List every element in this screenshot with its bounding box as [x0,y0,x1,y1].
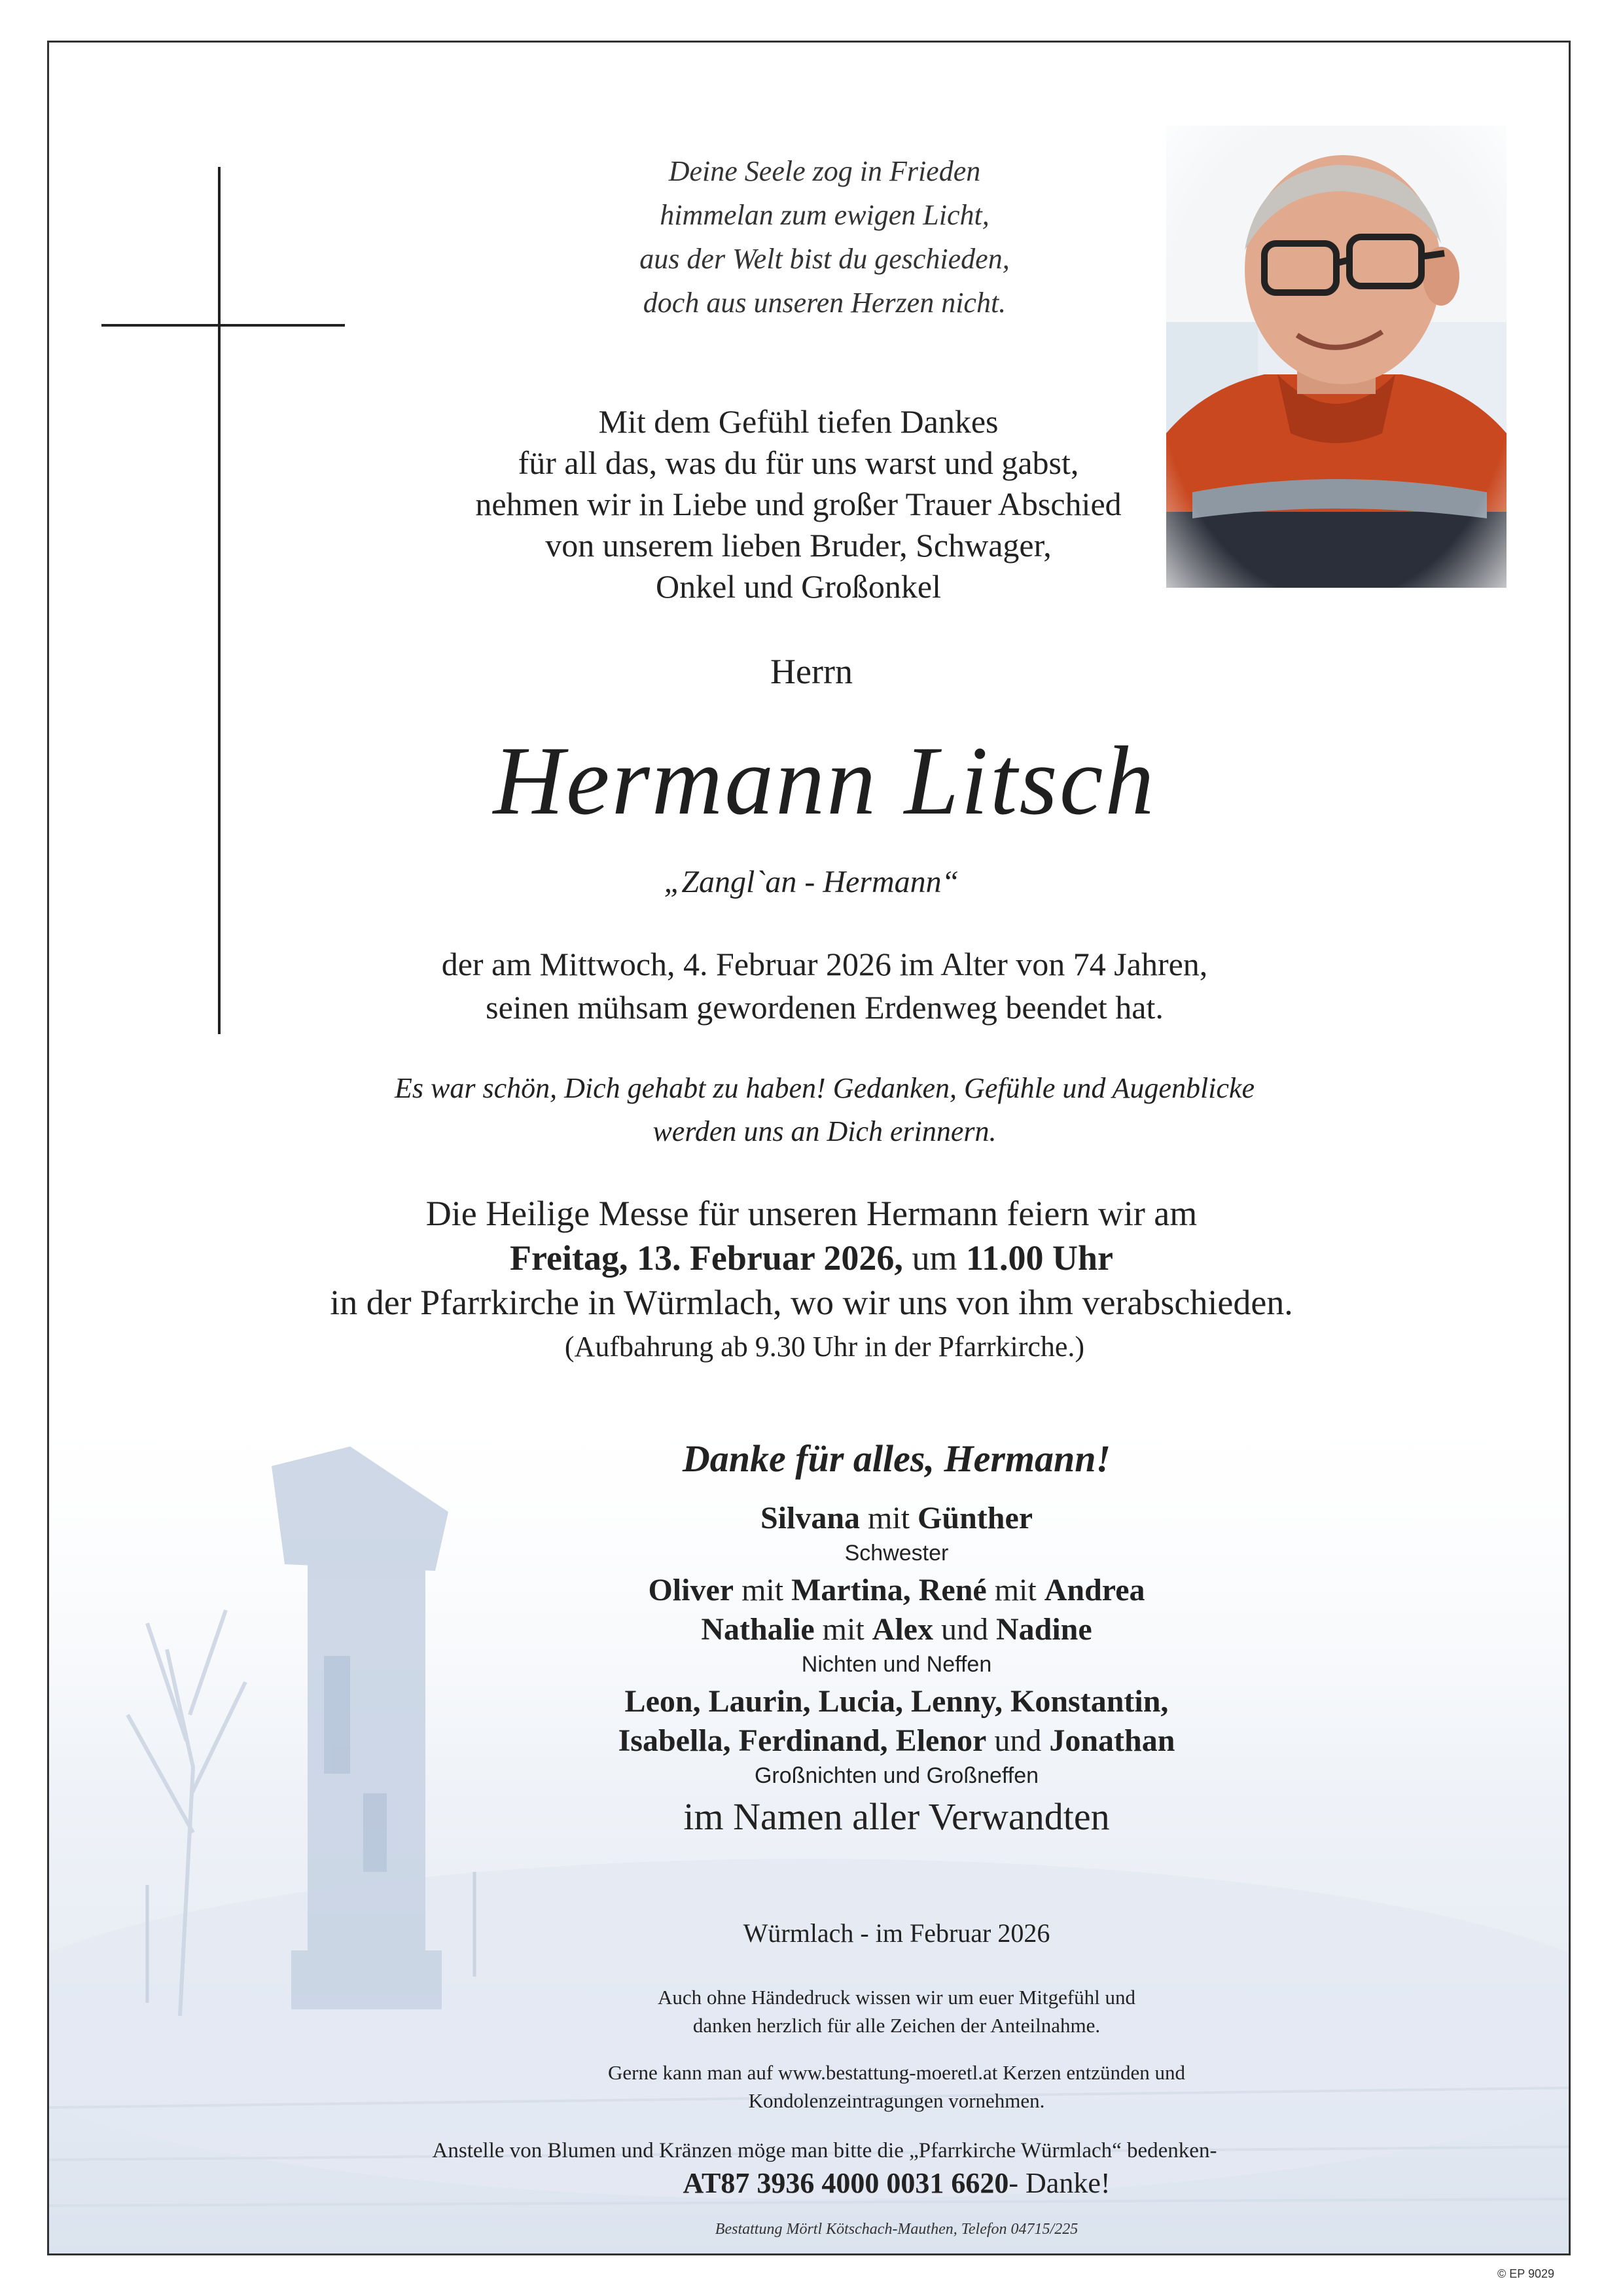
death-line: seinen mühsam gewordenen Erdenweg beendet hat. [486,989,1164,1026]
salutation: Herrn [770,652,853,691]
poem-line: aus der Welt bist du geschieden, [639,243,1010,275]
quote-line: werden uns an Dich erinnern. [652,1115,997,1147]
family-name: Günther [918,1501,1033,1535]
template-code: © EP 9029 [1497,2267,1554,2280]
intro-line: für all das, was du für uns warst und gabst, [518,444,1079,481]
memorial-quote [314,1067,1335,1153]
note-line: Auch ohne Händedruck wissen wir um euer Mitgefühl und [657,1986,1136,2009]
family-name: Nadine [995,1612,1092,1647]
family-group-3a [445,1682,1348,1721]
poem [510,149,1139,325]
mass-line-1: Die Heilige Messe für unseren Hermann feiern wir am [425,1194,1198,1233]
all-relatives: im Namen aller Verwandten [683,1795,1110,1838]
bank-account [445,2166,1348,2200]
intro-line: Mit dem Gefühl tiefen Dankes [598,403,999,440]
intro-line: von unserem lieben Bruder, Schwager, [545,527,1052,564]
intro-line: nehmen wir in Liebe und großer Trauer Abschied [475,486,1122,522]
poem-line: doch aus unseren Herzen nicht. [643,287,1007,319]
family-name: Silvana [760,1501,861,1535]
quote-line: Es war schön, Dich gehabt zu haben! Gedanken, Gefühle und Augenblicke [394,1072,1255,1104]
thanks-heading: Danke für alles, Hermann! [682,1437,1111,1480]
family-joiner: mit [860,1501,918,1535]
family-name: Oliver [648,1573,734,1607]
iban-thanks: - Danke! [1008,2167,1111,2199]
family-name: Isabella, Ferdinand, Elenor [618,1723,987,1758]
donation-note: Anstelle von Blumen und Kränzen möge man bitte die „Pfarrkirche Würmlach“ bedenken- [432,2139,1217,2162]
cross-vertical-bar [218,167,221,1034]
mass-um: um [902,1238,966,1278]
family-joiner: mit [986,1573,1044,1607]
family-group-2b [445,1610,1348,1649]
family-name: Jonathan [1049,1723,1175,1758]
place-date: Würmlach - im Februar 2026 [743,1918,1050,1948]
note-line: danken herzlich für alle Zeichen der Anteilnahme. [692,2014,1101,2037]
family-group-3b [445,1721,1348,1761]
death-line: der am Mittwoch, 4. Februar 2026 im Alter von 74 Jahren, [441,946,1208,982]
mass-line-3: in der Pfarrkirche in Würmlach, wo wir uns von ihm verabschieden. [330,1283,1293,1322]
poem-line: himmelan zum ewigen Licht, [660,199,990,231]
mass-date: Freitag, 13. Februar 2026, [510,1238,903,1278]
intro-line: Onkel und Großonkel [655,568,942,605]
family-role: Schwester [844,1541,949,1566]
family-list [445,1499,1348,1839]
iban: AT87 3936 4000 0031 6620 [683,2167,1009,2199]
family-name: Leon, Laurin, Lucia, Lenny, Konstantin, [624,1684,1169,1719]
intro-text [314,401,1283,607]
sympathy-note [445,1983,1348,2039]
nickname: „Zangl`an - Hermann“ [664,865,959,899]
family-joiner: mit [734,1573,792,1607]
family-name: Alex [872,1612,933,1647]
family-role: Nichten und Neffen [801,1652,992,1677]
viewing-note: (Aufbahrung ab 9.30 Uhr in der Pfarrkirche.) [564,1331,1085,1363]
mass-line-2 [209,1236,1414,1280]
family-name: Nathalie [701,1612,815,1647]
family-joiner: und [986,1723,1050,1758]
family-name: Martina, René [791,1573,987,1607]
family-group-1 [445,1499,1348,1538]
funeral-home: Bestattung Mörtl Kötschach-Mauthen, Telefon 04715/225 [715,2221,1079,2238]
mass-announcement [209,1191,1414,1325]
condolence-note [445,2058,1348,2115]
mass-time: 11.00 Uhr [965,1238,1113,1278]
family-role: Großnichten und Großneffen [754,1763,1039,1788]
poem-line: Deine Seele zog in Frieden [668,155,981,187]
note-line: Kondolenzeintragungen vornehmen. [748,2089,1045,2112]
family-group-2a [445,1571,1348,1610]
family-joiner: und [933,1612,996,1647]
death-notice [314,942,1335,1029]
cross-horizontal-bar [101,324,345,327]
deceased-name: Hermann Litsch [493,726,1156,835]
family-joiner: mit [814,1612,872,1647]
family-name: Andrea [1044,1573,1145,1607]
note-line: Gerne kann man auf www.bestattung-moeretl.at Kerzen entzünden und [607,2061,1186,2084]
